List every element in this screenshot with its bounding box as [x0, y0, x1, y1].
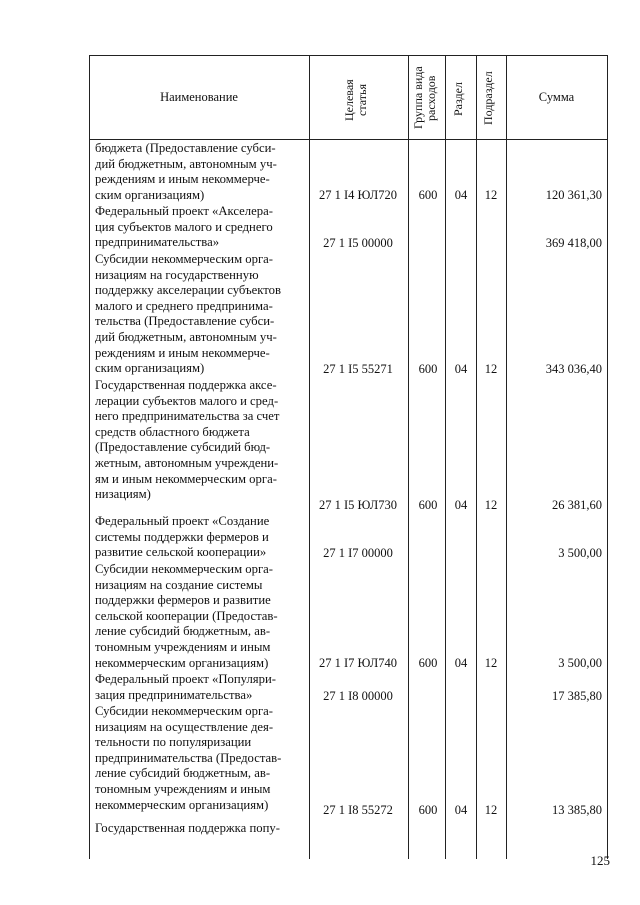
row-code: 27 1 I8 55272: [323, 803, 393, 817]
table-top-border: [89, 55, 608, 56]
row-name: Субсидии некоммерческим орга- низациям на создание системы поддержки фермеров и развитие сельской кооперации (Предостав- ление субсидий бюджетным, ав- тономным учреждениям и иным некоммерческим организациям): [95, 562, 278, 670]
header-subsection: Подраздел: [481, 71, 495, 125]
header-section: Раздел: [451, 82, 465, 116]
row-group: 600: [418, 656, 438, 670]
row-subsection: 12: [484, 803, 498, 817]
table-left-border: [89, 55, 90, 859]
row-name: Федеральный проект «Популяри- зация предпринимательства»: [95, 672, 276, 702]
row-code: 27 1 I5 00000: [323, 236, 393, 250]
row-subsection: 12: [484, 362, 498, 376]
row-section: 04: [454, 656, 468, 670]
row-name: Субсидии некоммерческим орга- низациям на государственную поддержку акселерации субъектов малого и среднего предпринима- тельства (Предоставление субси- дий бюджетным, автономным уч- реждениям и иным некоммерче- ским организациям): [95, 252, 281, 376]
table-right-border: [607, 55, 608, 859]
row-code: 27 1 I5 ЮЛ730: [319, 498, 397, 512]
row-name: Федеральный проект «Акселера- ция субъектов малого и среднего предпринимательства»: [95, 204, 273, 250]
row-code: 27 1 I4 ЮЛ720: [319, 188, 397, 202]
row-code: 27 1 I8 00000: [323, 689, 393, 703]
col-divider-section: [445, 55, 446, 859]
row-group: 600: [418, 362, 438, 376]
row-name: Государственная поддержка попу-: [95, 821, 280, 835]
row-name: Федеральный проект «Создание системы поддержки фермеров и развитие сельской кооперации»: [95, 514, 270, 560]
page-number: 125: [590, 853, 610, 868]
row-subsection: 12: [484, 498, 498, 512]
row-section: 04: [454, 803, 468, 817]
row-amount: 369 418,00: [545, 236, 602, 250]
header-code: Целевая статья: [342, 79, 369, 121]
row-section: 04: [454, 498, 468, 512]
row-name: бюджета (Предоставление субси- дий бюджетным, автономным уч- реждениям и иным некоммерче- ским организациям): [95, 141, 277, 202]
row-subsection: 12: [484, 188, 498, 202]
col-divider-subsection: [476, 55, 477, 859]
row-section: 04: [454, 362, 468, 376]
header-bottom-border: [89, 139, 608, 140]
row-amount: 3 500,00: [558, 546, 602, 560]
row-section: 04: [454, 188, 468, 202]
row-amount: 13 385,80: [552, 803, 602, 817]
row-amount: 343 036,40: [545, 362, 602, 376]
row-code: 27 1 I5 55271: [323, 362, 393, 376]
row-group: 600: [418, 498, 438, 512]
row-name: Государственная поддержка аксе- лерации субъектов малого и сред- него предпринимательства за счет средств областного бюджета (Предоставление субсидий бюд- жетным, автономным учреждени- ям и иным некоммерческим орга- низациям): [95, 378, 280, 502]
row-subsection: 12: [484, 656, 498, 670]
row-name: Субсидии некоммерческим орга- низациям на осуществление дея- тельности по популяризации предпринимательства (Предостав- ление субсидий бюджетным, ав- тономным учреждениям и иным некоммерческим организациям): [95, 704, 282, 812]
row-code: 27 1 I7 00000: [323, 546, 393, 560]
col-divider-code: [309, 55, 310, 859]
header-amount: Сумма: [538, 90, 575, 104]
row-group: 600: [418, 803, 438, 817]
header-name: Наименование: [160, 90, 238, 104]
row-amount: 3 500,00: [558, 656, 602, 670]
row-group: 600: [418, 188, 438, 202]
col-divider-group: [408, 55, 409, 859]
row-amount: 26 381,60: [552, 498, 602, 512]
col-divider-amount: [506, 55, 507, 859]
header-group: Группа вида расходов: [411, 66, 438, 130]
row-amount: 120 361,30: [545, 188, 602, 202]
row-amount: 17 385,80: [552, 689, 602, 703]
row-code: 27 1 I7 ЮЛ740: [319, 656, 397, 670]
